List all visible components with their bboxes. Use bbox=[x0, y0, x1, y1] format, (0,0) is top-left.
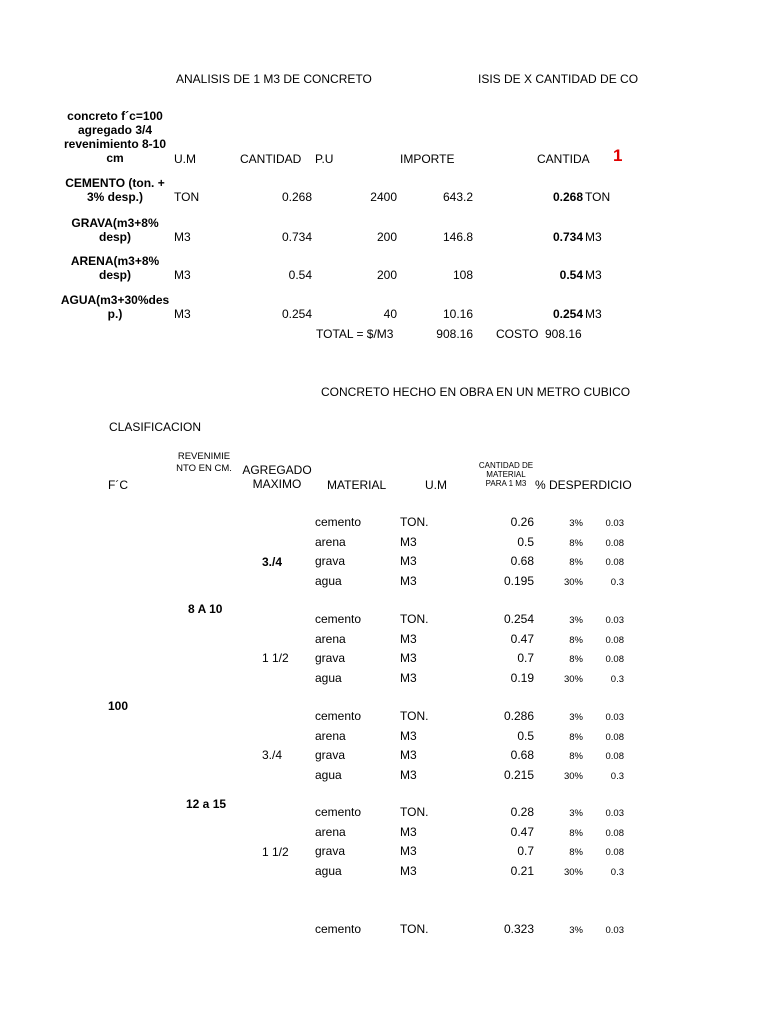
mix-um-cell: M3 bbox=[400, 632, 417, 646]
material-cell: grava bbox=[315, 651, 346, 665]
material-description: CEMENTO (ton. + 3% desp.) bbox=[65, 176, 165, 204]
um-cell: M3 bbox=[174, 230, 191, 244]
total-value: 908.16 bbox=[436, 327, 473, 341]
pct-cell: 8% bbox=[569, 654, 583, 665]
mix-um-cell: M3 bbox=[400, 748, 417, 762]
mix-um-cell: M3 bbox=[400, 825, 417, 839]
total-label: TOTAL = $/M3 bbox=[316, 327, 394, 341]
material-cell: grava bbox=[315, 748, 346, 762]
pct-cell: 3% bbox=[569, 615, 583, 626]
pct-cell: 8% bbox=[569, 732, 583, 743]
agregado-value: 1 1/2 bbox=[262, 845, 289, 859]
mix-um-cell: M3 bbox=[400, 729, 417, 743]
material-cell: agua bbox=[315, 768, 342, 782]
mix-um-cell: M3 bbox=[400, 535, 417, 549]
pct-cell: 3% bbox=[569, 808, 583, 819]
material-cell: cemento bbox=[315, 805, 362, 819]
mix-um-cell: TON. bbox=[400, 805, 429, 819]
pu-cell: 200 bbox=[376, 230, 397, 244]
col-cantidad2-header: CANTIDA bbox=[537, 152, 590, 166]
col-importe-header: IMPORTE bbox=[400, 152, 455, 166]
um-header: U.M bbox=[425, 478, 447, 492]
col-cantidad-header: CANTIDAD bbox=[240, 152, 302, 166]
costo-label: COSTO bbox=[496, 327, 539, 341]
cantidad-cell: 0.254 bbox=[281, 307, 312, 321]
mix-um-cell: M3 bbox=[400, 768, 417, 782]
factor-cell: 0.03 bbox=[605, 518, 624, 529]
mix-cantidad-cell: 0.7 bbox=[517, 651, 534, 665]
pct-cell: 3% bbox=[569, 712, 583, 723]
revenimiento-group-1: 8 A 10 bbox=[188, 602, 223, 616]
material-cell: cemento bbox=[315, 709, 362, 723]
factor-cell: 0.03 bbox=[605, 615, 624, 626]
um-cell: TON bbox=[174, 190, 200, 204]
importe-cell: 643.2 bbox=[442, 190, 473, 204]
material-cell: agua bbox=[315, 574, 342, 588]
mix-um-cell: M3 bbox=[400, 651, 417, 665]
agregado-value: 1 1/2 bbox=[262, 651, 289, 665]
col-pu-header: P.U bbox=[315, 152, 334, 166]
cantidad-cell: 0.54 bbox=[288, 268, 312, 282]
factor-cell: 0.3 bbox=[610, 577, 624, 588]
red-marker: 1 bbox=[613, 146, 623, 165]
material-description: GRAVA(m3+8% desp) bbox=[71, 216, 159, 244]
mix-cantidad-cell: 0.215 bbox=[503, 768, 534, 782]
unit-cell: M3 bbox=[585, 307, 602, 321]
factor-cell: 0.08 bbox=[605, 828, 624, 839]
um-cell: M3 bbox=[174, 307, 191, 321]
mix-cantidad-cell: 0.323 bbox=[503, 922, 534, 936]
pu-cell: 2400 bbox=[370, 190, 397, 204]
material-cell: agua bbox=[315, 671, 342, 685]
material-cell: grava bbox=[315, 844, 346, 858]
mix-um-cell: TON. bbox=[400, 612, 429, 626]
mix-um-cell: TON. bbox=[400, 515, 429, 529]
factor-cell: 0.3 bbox=[610, 771, 624, 782]
mix-cantidad-cell: 0.26 bbox=[510, 515, 534, 529]
qty-cell: 0.268 bbox=[552, 190, 583, 204]
material-cell: arena bbox=[315, 825, 346, 839]
mix-um-cell: M3 bbox=[400, 574, 417, 588]
mix-um-cell: TON. bbox=[400, 709, 429, 723]
factor-cell: 0.08 bbox=[605, 847, 624, 858]
factor-cell: 0.03 bbox=[605, 712, 624, 723]
costo-value: 908.16 bbox=[545, 327, 582, 341]
material-cell: cemento bbox=[315, 922, 362, 936]
factor-cell: 0.03 bbox=[605, 925, 624, 936]
pu-cell: 200 bbox=[376, 268, 397, 282]
pct-cell: 8% bbox=[569, 751, 583, 762]
mix-cantidad-cell: 0.47 bbox=[510, 632, 534, 646]
mix-cantidad-cell: 0.286 bbox=[503, 709, 534, 723]
agregado-value: 3./4 bbox=[262, 555, 283, 569]
mix-cantidad-cell: 0.47 bbox=[510, 825, 534, 839]
mix-um-cell: M3 bbox=[400, 844, 417, 858]
desperdicio-header: % DESPERDICIO bbox=[535, 478, 632, 492]
fc-header: F´C bbox=[108, 478, 128, 492]
fc-value: 100 bbox=[108, 699, 129, 713]
pct-cell: 30% bbox=[563, 771, 583, 782]
unit-cell: M3 bbox=[585, 268, 602, 282]
material-cell: agua bbox=[315, 864, 342, 878]
mix-um-cell: M3 bbox=[400, 864, 417, 878]
material-cell: arena bbox=[315, 535, 346, 549]
pct-cell: 30% bbox=[563, 674, 583, 685]
mix-cantidad-cell: 0.19 bbox=[510, 671, 534, 685]
factor-cell: 0.08 bbox=[605, 557, 624, 568]
importe-cell: 146.8 bbox=[442, 230, 473, 244]
section2-title: CONCRETO HECHO EN OBRA EN UN METRO CUBICO bbox=[321, 385, 631, 399]
cantidad-cell: 0.734 bbox=[281, 230, 312, 244]
material-header: MATERIAL bbox=[327, 478, 387, 492]
pct-cell: 8% bbox=[569, 828, 583, 839]
qty-cell: 0.734 bbox=[552, 230, 583, 244]
material-cell: arena bbox=[315, 632, 346, 646]
pu-cell: 40 bbox=[383, 307, 397, 321]
mix-description: concreto f´c=100 agregado 3/4 revenimiento 8-10 cm bbox=[63, 109, 167, 165]
mix-cantidad-cell: 0.68 bbox=[510, 554, 534, 568]
factor-cell: 0.08 bbox=[605, 732, 624, 743]
mix-cantidad-cell: 0.7 bbox=[517, 844, 534, 858]
mix-um-cell: TON. bbox=[400, 922, 429, 936]
factor-cell: 0.3 bbox=[610, 674, 624, 685]
unit-cell: M3 bbox=[585, 230, 602, 244]
pct-cell: 3% bbox=[569, 518, 583, 529]
revenimiento-group-2: 12 a 15 bbox=[186, 797, 227, 811]
material-description: ARENA(m3+8% desp) bbox=[70, 254, 160, 282]
revenimiento-header: REVENIMIE NTO EN CM. bbox=[176, 451, 232, 474]
mix-cantidad-cell: 0.68 bbox=[510, 748, 534, 762]
factor-cell: 0.08 bbox=[605, 751, 624, 762]
pct-cell: 8% bbox=[569, 538, 583, 549]
mix-cantidad-cell: 0.5 bbox=[517, 535, 534, 549]
factor-cell: 0.08 bbox=[605, 635, 624, 646]
material-cell: arena bbox=[315, 729, 346, 743]
analysis-title: ANALISIS DE 1 M3 DE CONCRETO bbox=[176, 72, 372, 86]
importe-cell: 108 bbox=[452, 268, 473, 282]
mix-cantidad-cell: 0.254 bbox=[503, 612, 534, 626]
um-cell: M3 bbox=[174, 268, 191, 282]
mix-cantidad-cell: 0.21 bbox=[510, 864, 534, 878]
qty-cell: 0.254 bbox=[552, 307, 583, 321]
mix-cantidad-cell: 0.195 bbox=[503, 574, 534, 588]
importe-cell: 10.16 bbox=[442, 307, 473, 321]
mix-cantidad-cell: 0.5 bbox=[517, 729, 534, 743]
mix-cantidad-cell: 0.28 bbox=[510, 805, 534, 819]
material-cell: cemento bbox=[315, 612, 362, 626]
pct-cell: 30% bbox=[563, 577, 583, 588]
agregado-header: AGREGADO MAXIMO bbox=[242, 463, 312, 491]
pct-cell: 3% bbox=[569, 925, 583, 936]
factor-cell: 0.08 bbox=[605, 538, 624, 549]
cantidad-cell: 0.268 bbox=[281, 190, 312, 204]
clasificacion-label: CLASIFICACION bbox=[109, 420, 202, 434]
mix-um-cell: M3 bbox=[400, 554, 417, 568]
pct-cell: 8% bbox=[569, 635, 583, 646]
factor-cell: 0.3 bbox=[610, 867, 624, 878]
agregado-value: 3./4 bbox=[262, 748, 283, 762]
material-description: AGUA(m3+30%des p.) bbox=[60, 293, 170, 321]
unit-cell: TON bbox=[585, 190, 611, 204]
analysis-title-right: ISIS DE X CANTIDAD DE CO bbox=[478, 72, 639, 86]
cantidad-material-header: CANTIDAD DE MATERIAL PARA 1 M3 bbox=[478, 461, 534, 488]
material-cell: cemento bbox=[315, 515, 362, 529]
material-cell: grava bbox=[315, 554, 346, 568]
col-um-header: U.M bbox=[174, 152, 196, 166]
factor-cell: 0.03 bbox=[605, 808, 624, 819]
qty-cell: 0.54 bbox=[559, 268, 583, 282]
pct-cell: 30% bbox=[563, 867, 583, 878]
pct-cell: 8% bbox=[569, 557, 583, 568]
factor-cell: 0.08 bbox=[605, 654, 624, 665]
pct-cell: 8% bbox=[569, 847, 583, 858]
mix-um-cell: M3 bbox=[400, 671, 417, 685]
